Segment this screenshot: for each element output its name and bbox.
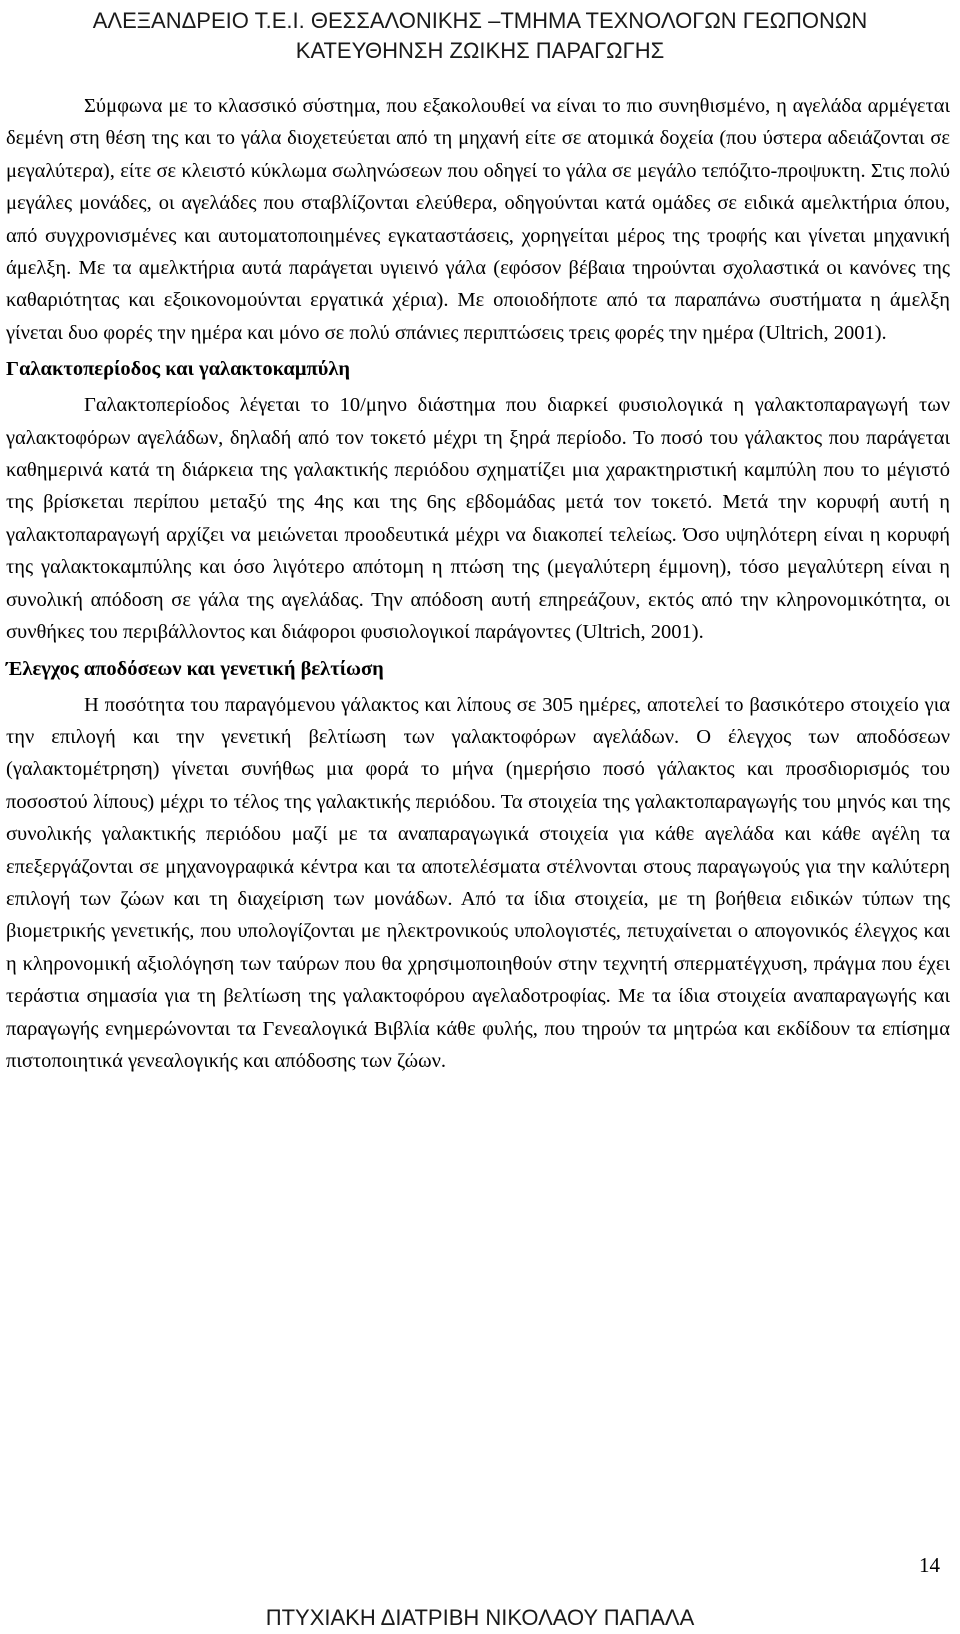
paragraph-lactation-curve: Γαλακτοπερίοδος λέγεται το 10/μηνο διάστημα που διαρκεί φυσιολογικά η γαλακτοπαραγωγή των γαλακτοφόρων αγελάδων, δηλαδή από τον τοκετό μέχρι τη ξηρά περίοδο. Το ποσό του γάλακτος που παράγεται καθημερινά κατά τη διάρκεια της γαλακτικής περιόδου σχηματίζει μια χαρακτηριστική καμπύλη που το μέγιστό της βρίσκεται περίπου μεταξύ της 4ης και της 6ης εβδομάδας μετά τον τοκετό. Μετά την κορυφή αυτή η γαλακτοπαραγωγή αρχίζει να μειώνεται προοδευτικά μέχρι να διακοπεί τελείως. Όσο υψηλότερη είναι η κορυφή της γαλακτοκαμπύλης και όσο λιγότερο απότομη η πτώση της (μεγαλύτερη έμμονη), τόσο μεγαλύτερη είναι η συνολική απόδοση σε γάλα της αγελάδας. Την απόδοση αυτή επηρεάζουν, εκτός από την κληρονομικότητα, οι συνθήκες του περιβάλλοντος και διάφοροι φυσιολογικοί παράγοντες (Ultrich, 2001). xyxy=(6,394,950,644)
header-department: ΚΑΤΕΥΘΗΝΣΗ ΖΩΙΚΗΣ ΠΑΡΑΓΩΓΗΣ xyxy=(295,38,665,63)
page-number: 14 xyxy=(919,1553,940,1577)
heading-lactation-period: Γαλακτοπερίοδος και γαλακτοκαμπύλη xyxy=(6,358,351,381)
document-body xyxy=(0,90,950,1077)
paragraph-milking-systems: Σύμφωνα με το κλασσικό σύστημα, που εξακολουθεί να είναι το πιο συνηθισμένο, η αγελάδα αρμέγεται δεμένη στη θέση της και το γάλα διοχετεύεται από τη μηχανή είτε σε ατομικά δοχεία (που ύστερα αδειάζονται σε μεγαλύτερα), είτε σε κλειστό κύκλωμα σωληνώσεων που οδηγεί το γάλα σε μεγάλο τεπόζιτο-προψυκτη. Στις πολύ μεγάλες μονάδες, οι αγελάδες που σταβλίζονται ελεύθερα, οδηγούνται κατά ομάδες σε ειδικά αμελκτήρια όπου, από συγχρονισμένες και αυτοματοποιημένες εγκαταστάσεις, χορηγείται μέρος της τροφής και γίνεται μηχανική άμελξη. Με τα αμελκτήρια αυτά παράγεται υγιεινό γάλα (εφόσον βέβαια τηρούνται σχολαστικά οι κανόνες της καθαριότητας και εξοικονομούνται εργατικά χέρια). Με οποιοδήποτε από τα παραπάνω συστήματα η άμελξη γίνεται δυο φορές την ημέρα και μόνο σε πολύ σπάνιες περιπτώσεις τρεις φορές την ημέρα (Ultrich, 2001). xyxy=(6,95,950,344)
page-footer: ΠΤΥΧΙΑΚΗ ΔΙΑΤΡΙΒΗ ΝΙΚΟΛΑΟΥ ΠΑΠΑΛΑ xyxy=(265,1605,695,1630)
paragraph-genetic-improvement: Η ποσότητα του παραγόμενου γάλακτος και λίπους σε 305 ημέρες, αποτελεί το βασικότερο στοιχείο για την επιλογή και την γενετική βελτίωση των γαλακτοφόρων αγελάδων. Ο έλεγχος των αποδόσεων (γαλακτομέτρηση) γίνεται συνήθως μια φορά το μήνα (ημερήσιο ποσό γάλακτος και προσδιορισμός του ποσοστού λίπους) μέχρι το τέλος της γαλακτικής περιόδου. Τα στοιχεία της γαλακτοπαραγωγής του μηνός και της συνολικής γαλακτικής περιόδου μαζί με τα αναπαραγωγικά στοιχεία για κάθε αγελάδα και κάθε αγέλη τα επεξεργάζονται σε μηχανογραφικά κέντρα και τα αποτελέσματα στέλνονται στους παραγωγούς για την καλύτερη επιλογή των ζώων και τη διαχείριση των μονάδων. Από τα ίδια στοιχεία, με τη βοήθεια ειδικών τύπων της βιομετρικής γενετικής, που υπολογίζονται με ηλεκτρονικούς υπολογιστές, πετυχαίνεται ο απογονικός έλεγχος και η κληρονομική αξιολόγηση των ταύρων που θα χρησιμοποιηθούν στην τεχνητή σπερματέγχυση, πράγμα που έχει τεράστια σημασία για τη βελτίωση της γαλακτοφόρου αγελαδοτροφίας. Με τα ίδια στοιχεία αναπαραγωγής και παραγωγής ενημερώνονται τα Γενεαλογικά Βιβλία κάθε φυλής, που τηρούν τα μητρώα και εκδίδουν τα επίσημα πιστοποιητικά γενεαλογικής και απόδοσης των ζώων. xyxy=(6,693,950,1072)
page-header xyxy=(0,6,960,66)
header-institution: ΑΛΕΞΑΝΔΡΕΙΟ Τ.Ε.Ι. ΘΕΣΣΑΛΟΝΙΚΗΣ –ΤΜΗΜΑ ΤΕΧΝΟΛΟΓΩΝ ΓΕΩΠΟΝΩΝ xyxy=(92,8,868,33)
heading-yield-control: Έλεγχος αποδόσεων και γενετική βελτίωση xyxy=(6,657,384,680)
